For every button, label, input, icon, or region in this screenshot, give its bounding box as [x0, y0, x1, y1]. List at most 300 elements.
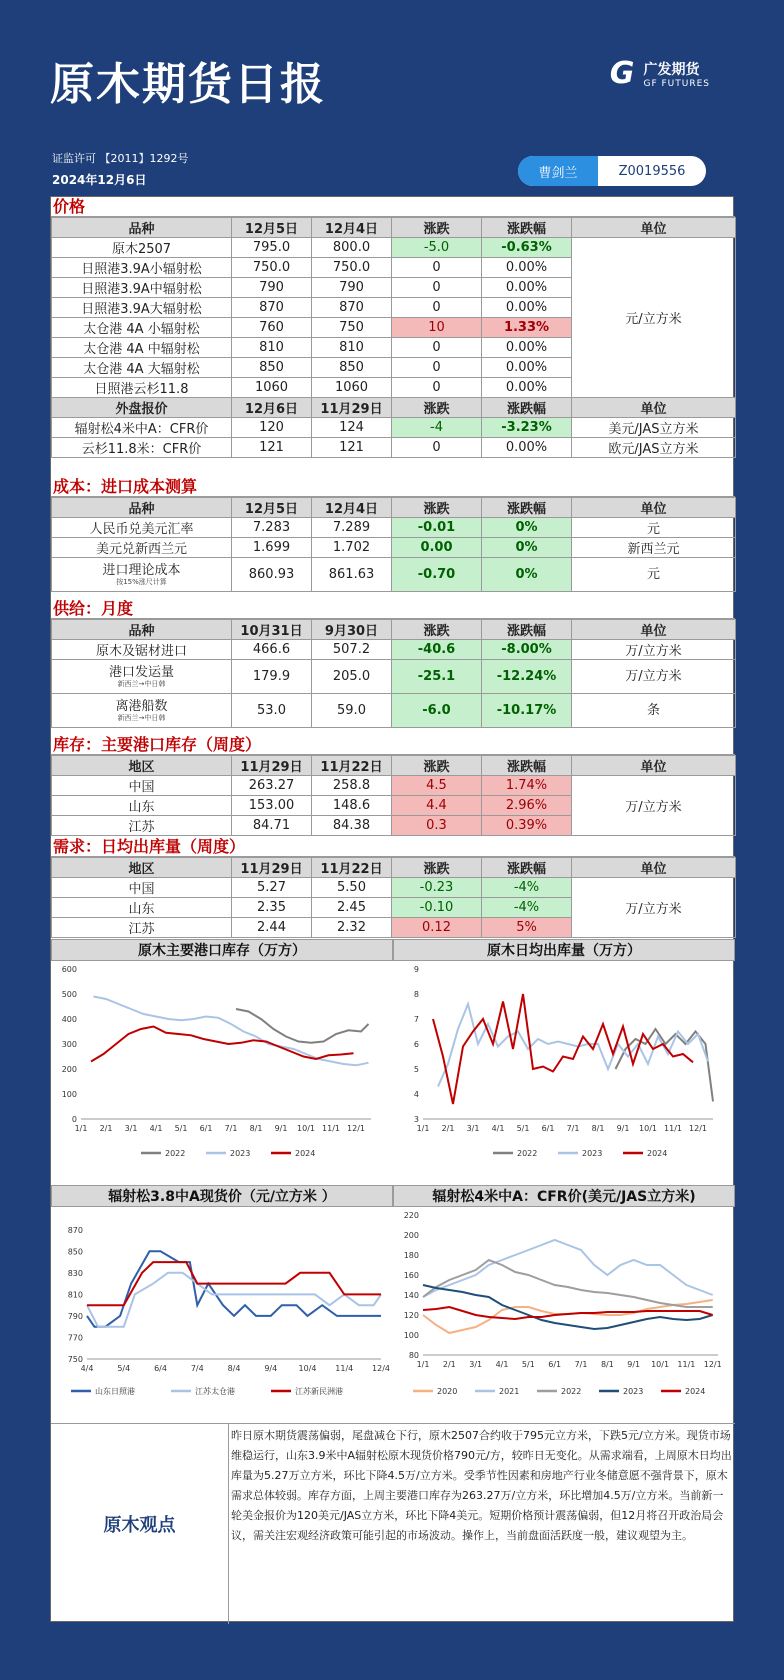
price-table — [51, 217, 736, 458]
y-tick-label: 7 — [413, 1015, 419, 1024]
cell: 1060 — [232, 378, 312, 398]
x-tick-label: 9/4 — [264, 1364, 278, 1373]
th-ext-chg: 涨跌 — [392, 398, 482, 418]
x-tick-label: 7/1 — [566, 1124, 580, 1133]
supply-ship-name: 港口发运量 — [108, 664, 174, 680]
cell: 5.50 — [312, 878, 392, 898]
x-tick-label: 8/4 — [227, 1364, 241, 1373]
th-name: 品种 — [52, 498, 232, 518]
th-unit: 单位 — [572, 756, 736, 776]
table-row — [52, 640, 736, 660]
x-tick-label: 4/1 — [149, 1124, 163, 1133]
x-tick-label: 11/4 — [335, 1364, 354, 1373]
cell: 原木及锯材进口 — [52, 640, 232, 660]
th-d2: 9月30日 — [312, 620, 392, 640]
x-tick-label: 10/1 — [639, 1124, 657, 1133]
cell: 江苏 — [52, 816, 232, 836]
cell: 0.00% — [482, 278, 572, 298]
cell: 790 — [312, 278, 392, 298]
cost-theory-note: 按15%涨尺计算 — [116, 577, 167, 586]
cell: 7.289 — [312, 518, 392, 538]
cell: 0.00% — [482, 338, 572, 358]
price-unit: 元/立方米 — [572, 238, 736, 398]
cell: 258.8 — [312, 776, 392, 796]
cell: 2.32 — [312, 918, 392, 938]
cell: 2.96% — [482, 796, 572, 816]
author-badge — [518, 156, 706, 186]
x-tick-label: 3/1 — [469, 1360, 483, 1369]
series-line-2023 — [423, 1285, 713, 1329]
legend-label: 2020 — [437, 1387, 458, 1396]
x-tick-label: 10/1 — [651, 1360, 670, 1369]
cell: -40.6 — [392, 640, 482, 660]
cell: 5.27 — [232, 878, 312, 898]
cell: 云杉11.8米：CFR价 — [52, 438, 232, 458]
cell: 太仓港 4A 大辐射松 — [52, 358, 232, 378]
cell: 4.5 — [392, 776, 482, 796]
cell: 太仓港 4A 中辐射松 — [52, 338, 232, 358]
cell: 欧元/JAS立方米 — [572, 438, 736, 458]
y-tick-label: 6 — [413, 1040, 419, 1049]
cell: 0.12 — [392, 918, 482, 938]
cell: 万/立方米 — [572, 660, 736, 694]
y-tick-label: 300 — [61, 1040, 77, 1049]
th-unit: 单位 — [572, 218, 736, 238]
author-id: Z0019556 — [618, 163, 686, 179]
cell: 750 — [312, 318, 392, 338]
cell: 760 — [232, 318, 312, 338]
x-tick-label: 5/1 — [174, 1124, 188, 1133]
x-tick-label: 1/1 — [74, 1124, 88, 1133]
report-content — [50, 196, 734, 1622]
cell: 0 — [392, 338, 482, 358]
cell: 0 — [392, 258, 482, 278]
legend-label: 2022 — [165, 1149, 186, 1158]
th-d1: 11月29日 — [232, 756, 312, 776]
th-pct: 涨跌幅 — [482, 858, 572, 878]
series-line-2024 — [433, 994, 693, 1104]
section-cost: 成本：进口成本测算 — [51, 477, 735, 497]
cell: 0.00 — [392, 538, 482, 558]
x-tick-label: 4/1 — [495, 1360, 509, 1369]
y-tick-label: 5 — [413, 1065, 419, 1074]
x-tick-label: 1/1 — [416, 1360, 430, 1369]
x-tick-label: 10/4 — [298, 1364, 317, 1373]
legend-label: 山东日照港 — [95, 1387, 135, 1396]
cell: 148.6 — [312, 796, 392, 816]
cell: -4% — [482, 898, 572, 918]
x-tick-label: 12/1 — [689, 1124, 707, 1133]
cell: 美元兑新西兰元 — [52, 538, 232, 558]
logo-en: GF FUTURES — [643, 78, 710, 89]
x-tick-label: 11/1 — [322, 1124, 340, 1133]
th-d2: 12月4日 — [312, 218, 392, 238]
cell: 4.4 — [392, 796, 482, 816]
cell: 0% — [482, 538, 572, 558]
x-tick-label: 2/1 — [442, 1360, 456, 1369]
y-tick-label: 80 — [408, 1351, 419, 1360]
legend-label: 2024 — [295, 1149, 316, 1158]
cell: 0.00% — [482, 378, 572, 398]
company-logo — [610, 56, 710, 91]
cell: 153.00 — [232, 796, 312, 816]
x-tick-label: 6/4 — [154, 1364, 167, 1373]
y-tick-label: 200 — [61, 1065, 77, 1074]
cell: 日照港3.9A中辐射松 — [52, 278, 232, 298]
cell: -25.1 — [392, 660, 482, 694]
th-d2: 11月22日 — [312, 756, 392, 776]
cell: 84.38 — [312, 816, 392, 836]
y-tick-label: 100 — [61, 1090, 77, 1099]
series-line-江苏太仓港 — [87, 1273, 381, 1327]
cell: 1.702 — [312, 538, 392, 558]
th-chg: 涨跌 — [392, 858, 482, 878]
th-name: 品种 — [52, 218, 232, 238]
cell: 263.27 — [232, 776, 312, 796]
y-tick-label: 120 — [403, 1311, 419, 1320]
th-ext-unit: 单位 — [572, 398, 736, 418]
table-row — [52, 438, 736, 458]
th-chg: 涨跌 — [392, 218, 482, 238]
y-tick-label: 400 — [61, 1015, 77, 1024]
cell: 507.2 — [312, 640, 392, 660]
cell: 原木2507 — [52, 238, 232, 258]
x-tick-label: 3/1 — [124, 1124, 138, 1133]
cell: -0.70 — [392, 558, 482, 592]
th-d2: 12月4日 — [312, 498, 392, 518]
opinion-section — [51, 1423, 735, 1623]
cell: -8.00% — [482, 640, 572, 660]
y-tick-label: 770 — [67, 1333, 83, 1343]
cell: 人民币兑美元汇率 — [52, 518, 232, 538]
th-chg: 涨跌 — [392, 756, 482, 776]
cell: 121 — [312, 438, 392, 458]
th-pct: 涨跌幅 — [482, 498, 572, 518]
x-tick-label: 6/1 — [541, 1124, 555, 1133]
y-tick-label: 600 — [61, 965, 77, 974]
series-line-2023 — [438, 1004, 708, 1087]
x-tick-label: 3/1 — [466, 1124, 480, 1133]
legend-label: 2023 — [623, 1387, 644, 1396]
legend-label: 2023 — [230, 1149, 251, 1158]
x-tick-label: 9/1 — [616, 1124, 630, 1133]
x-tick-label: 8/1 — [600, 1360, 614, 1369]
table-row — [52, 238, 736, 258]
th-unit: 单位 — [572, 620, 736, 640]
cell: 861.63 — [312, 558, 392, 592]
cell: 0% — [482, 518, 572, 538]
cell: 元 — [572, 518, 736, 538]
cell: 0.00% — [482, 358, 572, 378]
y-tick-label: 0 — [71, 1115, 77, 1124]
opinion-label: 原木观点 — [51, 1424, 229, 1624]
series-line-2022 — [236, 1009, 369, 1043]
cell: 59.0 — [312, 694, 392, 728]
cell: 10 — [392, 318, 482, 338]
cell: 中国 — [52, 776, 232, 796]
legend-label: 江苏新民洲港 — [295, 1387, 343, 1396]
th-pct: 涨跌幅 — [482, 620, 572, 640]
supply-boats-name: 离港船数 — [115, 698, 168, 714]
y-tick-label: 830 — [67, 1268, 83, 1278]
cell: 0 — [392, 438, 482, 458]
x-tick-label: 5/4 — [117, 1364, 131, 1373]
cell: 2.35 — [232, 898, 312, 918]
logo-cn: 广发期货 — [643, 61, 700, 78]
series-line-2022 — [423, 1260, 713, 1307]
y-tick-label: 140 — [403, 1291, 419, 1300]
cell: 795.0 — [232, 238, 312, 258]
cell: 0 — [392, 358, 482, 378]
cost-theory-name: 进口理论成本 — [102, 562, 181, 578]
y-tick-label: 3 — [413, 1115, 419, 1124]
x-tick-label: 11/1 — [664, 1124, 682, 1133]
cell: -0.01 — [392, 518, 482, 538]
th-chg: 涨跌 — [392, 620, 482, 640]
cell: 1.699 — [232, 538, 312, 558]
cell: -6.0 — [392, 694, 482, 728]
x-tick-label: 8/1 — [249, 1124, 263, 1133]
th-d2: 11月22日 — [312, 858, 392, 878]
cell: 850 — [312, 358, 392, 378]
cell: 870 — [232, 298, 312, 318]
cell: 466.6 — [232, 640, 312, 660]
cell: 辐射松4米中A：CFR价 — [52, 418, 232, 438]
cell: 810 — [232, 338, 312, 358]
section-demand: 需求：日均出库量（周度） — [51, 837, 735, 857]
x-tick-label: 6/1 — [199, 1124, 213, 1133]
cell: 元 — [572, 558, 736, 592]
table-row — [52, 878, 736, 898]
stock-unit: 万/立方米 — [572, 776, 736, 836]
chart1 — [51, 961, 393, 1179]
cell: -3.23% — [482, 418, 572, 438]
report-page — [36, 36, 748, 1680]
cell: 美元/JAS立方米 — [572, 418, 736, 438]
cell: 179.9 — [232, 660, 312, 694]
table-row — [52, 518, 736, 538]
cell: 0.00% — [482, 438, 572, 458]
cell: 53.0 — [232, 694, 312, 728]
cell: 750.0 — [312, 258, 392, 278]
th-d1: 11月29日 — [232, 858, 312, 878]
supply-ship-note: 新西兰→中日韩 — [117, 679, 166, 688]
th-ext-pct: 涨跌幅 — [482, 398, 572, 418]
cell: -10.17% — [482, 694, 572, 728]
chart3-title: 辐射松3.8中A现货价（元/立方米 ） — [51, 1185, 393, 1207]
cell: 860.93 — [232, 558, 312, 592]
y-tick-label: 4 — [413, 1090, 419, 1099]
cell: -4 — [392, 418, 482, 438]
cell: 0.00% — [482, 298, 572, 318]
th-chg: 涨跌 — [392, 498, 482, 518]
legend-label: 2024 — [647, 1149, 668, 1158]
section-stock: 库存：主要港口库存（周度） — [51, 735, 735, 755]
x-tick-label: 2/1 — [99, 1124, 113, 1133]
table-row — [52, 660, 736, 694]
th-ext-d1: 12月6日 — [232, 398, 312, 418]
th-unit: 单位 — [572, 858, 736, 878]
x-tick-label: 8/1 — [591, 1124, 605, 1133]
cell: 山东 — [52, 796, 232, 816]
th-name: 地区 — [52, 858, 232, 878]
cell: -0.10 — [392, 898, 482, 918]
cell: 1.74% — [482, 776, 572, 796]
cell: 84.71 — [232, 816, 312, 836]
y-tick-label: 9 — [413, 965, 419, 974]
cell: 江苏 — [52, 918, 232, 938]
section-price: 价格 — [51, 197, 735, 217]
cell: 新西兰元 — [572, 538, 736, 558]
cell: 条 — [572, 694, 736, 728]
x-tick-label: 7/1 — [224, 1124, 238, 1133]
table-row — [52, 418, 736, 438]
report-date: 2024年12月6日 — [52, 173, 147, 187]
y-tick-label: 790 — [67, 1311, 83, 1321]
y-tick-label: 750 — [67, 1355, 83, 1364]
cell: 2.44 — [232, 918, 312, 938]
cell: -4% — [482, 878, 572, 898]
th-pct: 涨跌幅 — [482, 218, 572, 238]
x-tick-label: 12/4 — [372, 1364, 390, 1373]
cell: 205.0 — [312, 660, 392, 694]
cell: -5.0 — [392, 238, 482, 258]
y-tick-label: 500 — [61, 990, 77, 999]
th-unit: 单位 — [572, 498, 736, 518]
stock-table — [51, 755, 736, 836]
opinion-text: 昨日原木期货震荡偏弱，尾盘减仓下行，原木2507合约收于795元立方米，下跌5元/立方米。现货市场维稳运行，山东3.9米中A辐射松原木现货价格790元/方，较昨日无变化。从需求端看，上周原木日均出库量为5.27万立方米，环比下降4.5万/立方米。受季节性因素和房地产行业冬储意愿不强背景下，原木需求总体较弱。库存方面，上周主要港口库存为263.27万/立方米，环比增加4.5万/立方米。当前新一轮美金报价为120美元/JAS立方米，环比下降4美元。短期价格预计震荡偏弱，但12月将召开政治局会议，需关注宏观经济政策可能引起的市场波动。操作上，当前盘面活跃度一般，建议观望为主。 — [231, 1429, 732, 1542]
cell: 810 — [312, 338, 392, 358]
x-tick-label: 4/1 — [491, 1124, 505, 1133]
cell: 800.0 — [312, 238, 392, 258]
chart2 — [393, 961, 735, 1179]
cell: 870 — [312, 298, 392, 318]
legend-label: 2023 — [582, 1149, 603, 1158]
cell: 日照港3.9A小辐射松 — [52, 258, 232, 278]
cell: 1.33% — [482, 318, 572, 338]
cell: 日照港3.9A大辐射松 — [52, 298, 232, 318]
cell: 850 — [232, 358, 312, 378]
cell: 0.3 — [392, 816, 482, 836]
cell: 0.39% — [482, 816, 572, 836]
series-line-山东日照港 — [87, 1251, 381, 1326]
cell: 750.0 — [232, 258, 312, 278]
y-tick-label: 200 — [403, 1231, 419, 1240]
cell — [52, 694, 232, 728]
y-tick-label: 810 — [67, 1290, 83, 1300]
x-tick-label: 7/4 — [190, 1364, 204, 1373]
demand-table — [51, 857, 736, 938]
chart4 — [393, 1207, 735, 1421]
series-line-2022 — [616, 1029, 714, 1102]
th-ext-name: 外盘报价 — [52, 398, 232, 418]
cell: 120 — [232, 418, 312, 438]
x-tick-label: 6/1 — [548, 1360, 562, 1369]
license-text: 证监许可 【2011】1292号 — [52, 152, 189, 165]
x-tick-label: 7/1 — [574, 1360, 588, 1369]
y-tick-label: 100 — [403, 1331, 419, 1340]
x-tick-label: 12/1 — [703, 1360, 722, 1369]
gf-logo-icon: G — [609, 56, 635, 91]
th-name: 品种 — [52, 620, 232, 640]
table-row — [52, 694, 736, 728]
legend-label: 2024 — [685, 1387, 706, 1396]
th-d1: 10月31日 — [232, 620, 312, 640]
x-tick-label: 5/1 — [516, 1124, 530, 1133]
cell: 790 — [232, 278, 312, 298]
x-tick-label: 9/1 — [627, 1360, 641, 1369]
x-tick-label: 2/1 — [441, 1124, 455, 1133]
chart3 — [51, 1207, 393, 1421]
author-name: 曹剑兰 — [518, 156, 598, 186]
cell: 5% — [482, 918, 572, 938]
legend-label: 2022 — [561, 1387, 582, 1396]
th-pct: 涨跌幅 — [482, 756, 572, 776]
supply-table — [51, 619, 736, 728]
cell: 中国 — [52, 878, 232, 898]
chart2-title: 原木日均出库量（万方） — [393, 939, 735, 961]
cell: 0% — [482, 558, 572, 592]
y-tick-label: 180 — [403, 1251, 419, 1260]
cell: 0 — [392, 278, 482, 298]
legend-label: 2021 — [499, 1387, 520, 1396]
cell — [52, 660, 232, 694]
x-tick-label: 10/1 — [297, 1124, 315, 1133]
cell: -0.23 — [392, 878, 482, 898]
cell: 7.283 — [232, 518, 312, 538]
cell: -12.24% — [482, 660, 572, 694]
chart4-title: 辐射松4米中A：CFR价(美元/JAS立方米) — [393, 1185, 735, 1207]
cell: 万/立方米 — [572, 640, 736, 660]
x-tick-label: 1/1 — [416, 1124, 430, 1133]
series-line-2021 — [423, 1240, 713, 1297]
cell: 日照港云杉11.8 — [52, 378, 232, 398]
cell — [52, 558, 232, 592]
cell: 太仓港 4A 小辐射松 — [52, 318, 232, 338]
x-tick-label: 4/4 — [80, 1364, 94, 1373]
section-supply: 供给：月度 — [51, 599, 735, 619]
x-tick-label: 11/1 — [677, 1360, 696, 1369]
table-row — [52, 538, 736, 558]
th-d1: 12月5日 — [232, 498, 312, 518]
cell: 1060 — [312, 378, 392, 398]
report-title: 原木期货日报 — [50, 59, 326, 110]
cell: 124 — [312, 418, 392, 438]
x-tick-label: 9/1 — [274, 1124, 288, 1133]
cell: -0.63% — [482, 238, 572, 258]
x-tick-label: 12/1 — [347, 1124, 365, 1133]
y-tick-label: 160 — [403, 1271, 419, 1280]
y-tick-label: 220 — [403, 1211, 419, 1220]
th-d1: 12月5日 — [232, 218, 312, 238]
chart1-title: 原木主要港口库存（万方） — [51, 939, 393, 961]
y-tick-label: 8 — [413, 990, 419, 999]
table-row — [52, 558, 736, 592]
th-name: 地区 — [52, 756, 232, 776]
cell: 121 — [232, 438, 312, 458]
x-tick-label: 5/1 — [521, 1360, 535, 1369]
y-tick-label: 870 — [67, 1225, 83, 1235]
cell: 山东 — [52, 898, 232, 918]
cost-table — [51, 497, 736, 592]
supply-boats-note: 新西兰→中日韩 — [117, 713, 166, 722]
table-row — [52, 776, 736, 796]
cell: 0 — [392, 298, 482, 318]
cell: 0.00% — [482, 258, 572, 278]
cell: 0 — [392, 378, 482, 398]
cell: 2.45 — [312, 898, 392, 918]
y-tick-label: 850 — [67, 1247, 83, 1257]
